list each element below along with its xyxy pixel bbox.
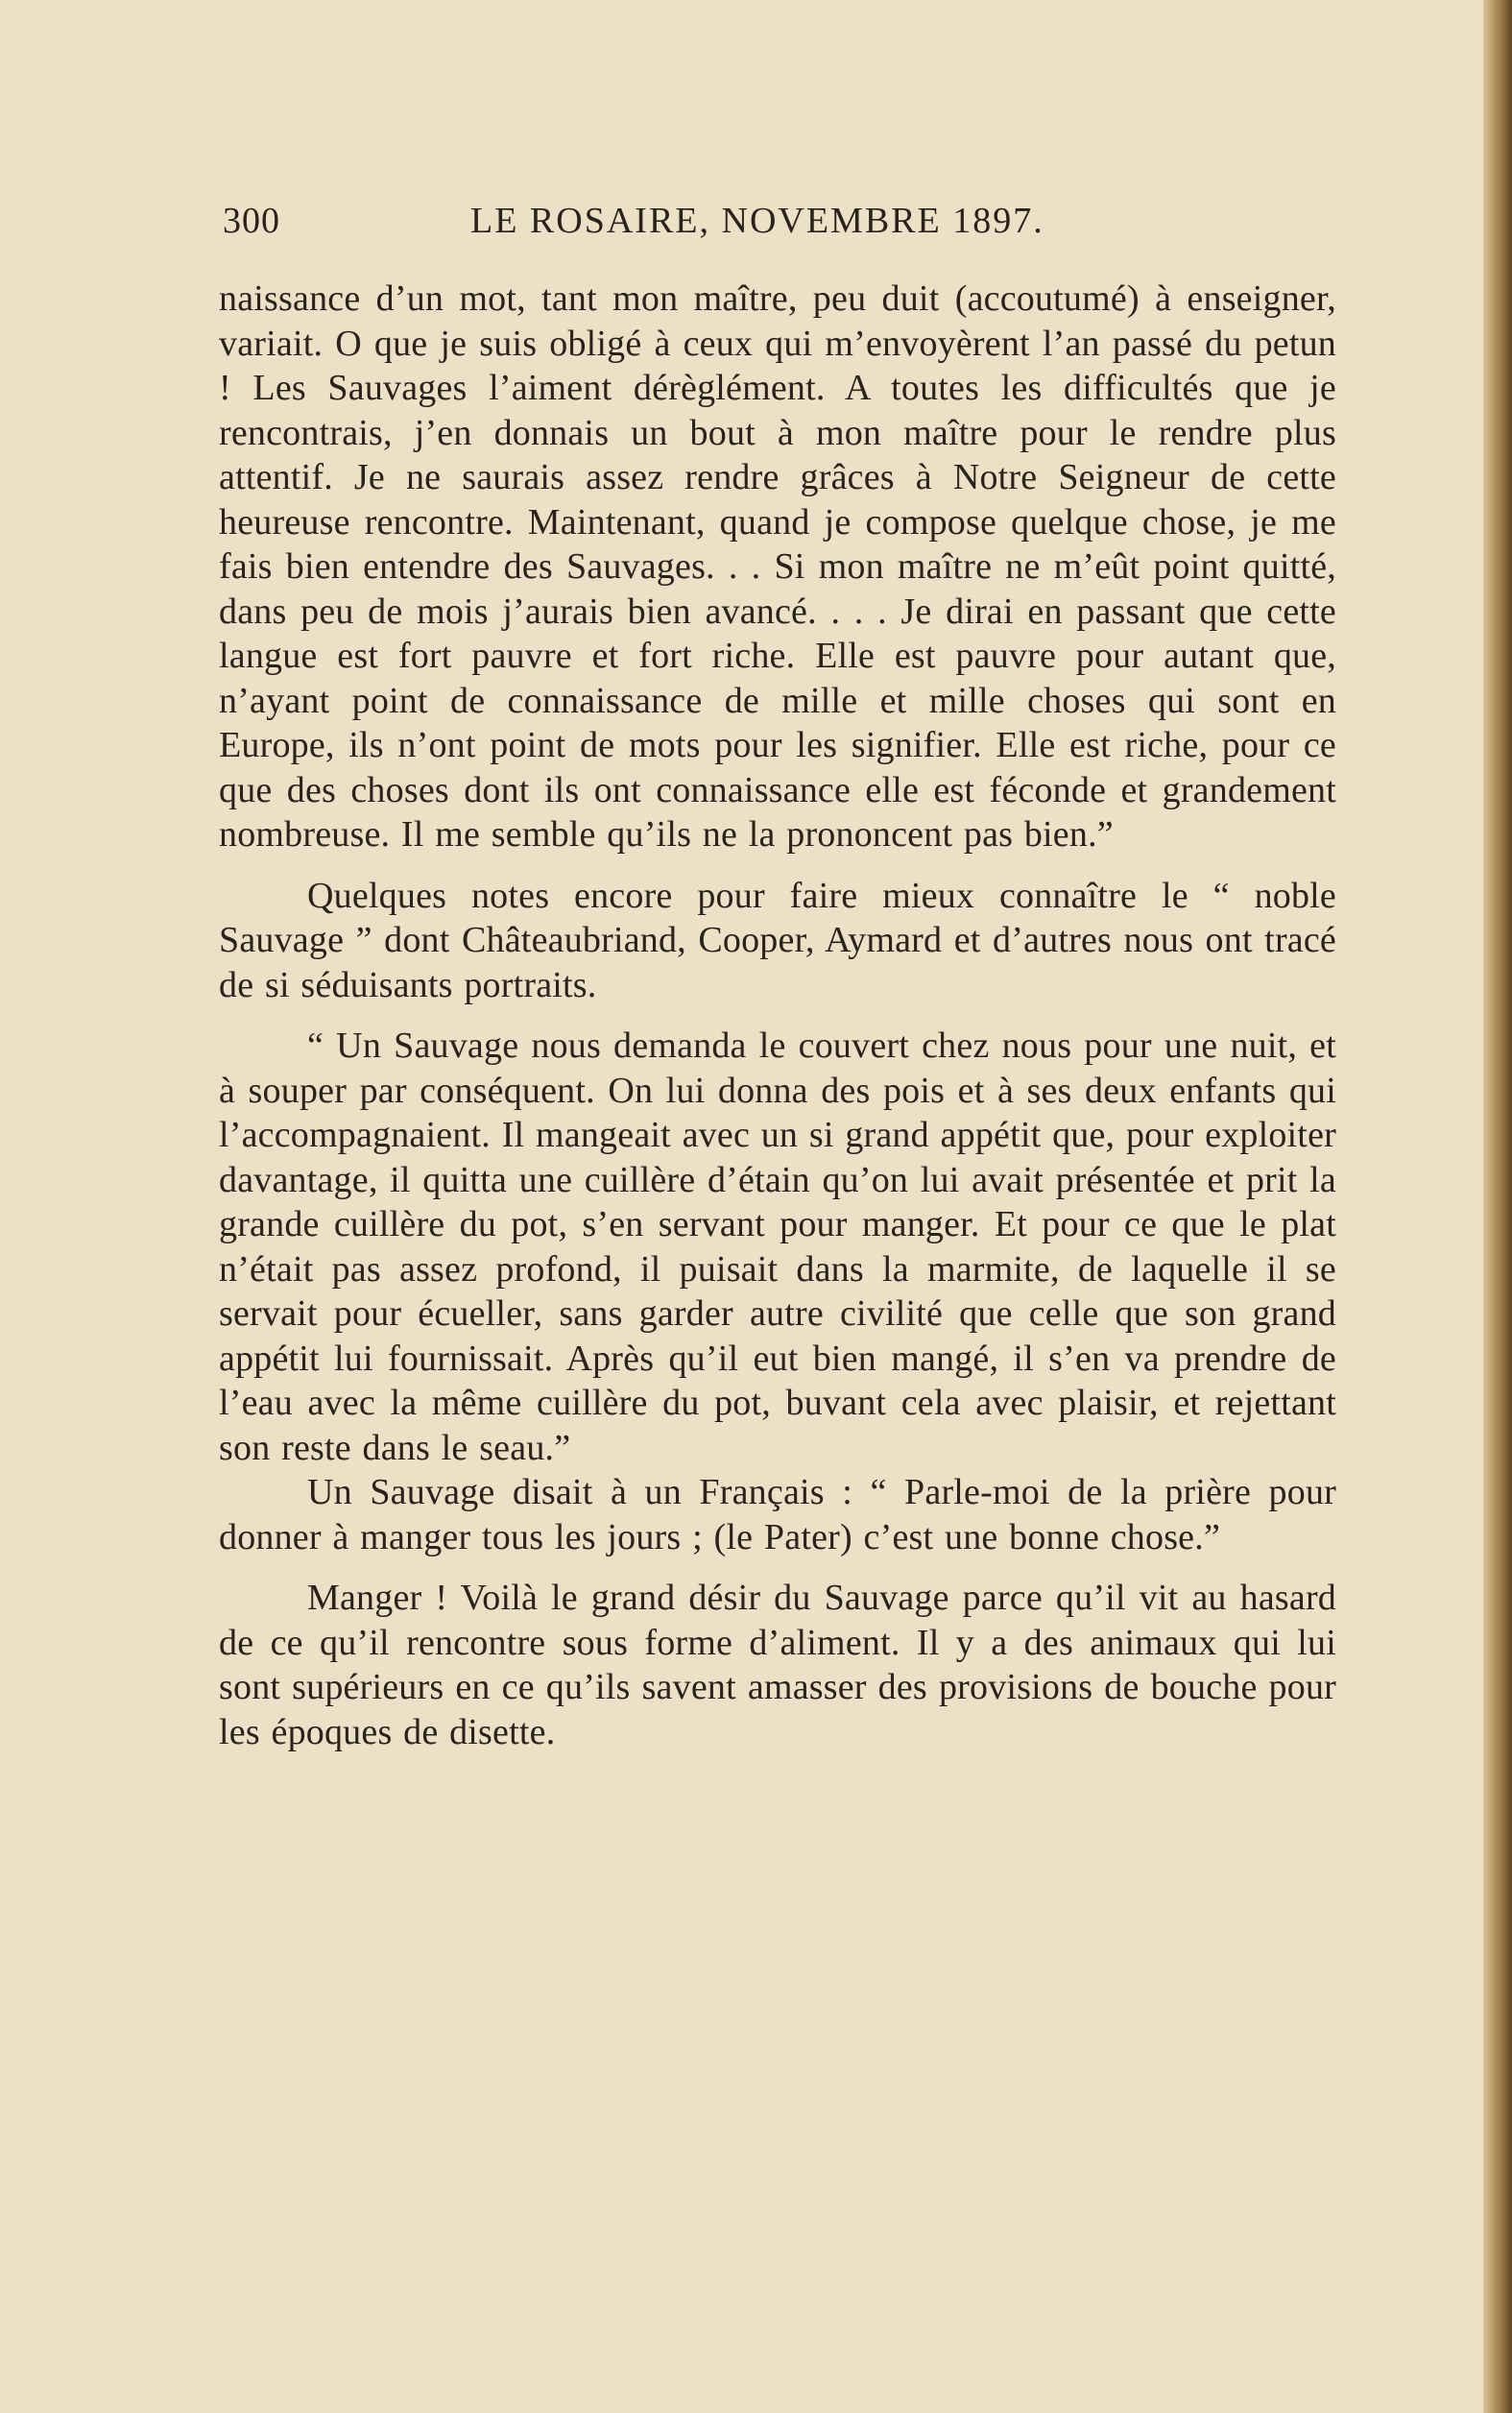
page-header (223, 200, 1336, 253)
paragraph-1: naissance d’un mot, tant mon maître, peu duit (accoutumé) à enseigner, variait. O que je suis obligé à ceux qui m’envoyèrent l’an passé du petun ! Les Sauvages l’aiment dérèglément. A toutes les difficultés que je rencontrais, j’en donnais un bout à mon maître pour le rendre plus attentif. Je ne saurais assez rendre grâces à Notre Seigneur de cette heureuse rencontre. Maintenant, quand je compose quelque chose, je me fais bien entendre des Sauvages. . . Si mon maître ne m’eût point quitté, dans peu de mois j’aurais bien avancé. . . . Je dirai en passant que cette langue est fort pauvre et fort riche. Elle est pauvre pour autant que, n’ayant point de connaissance de mille et mille choses qui sont en Europe, ils n’ont point de mots pour les signifier. Elle est riche, pour ce que des choses dont ils ont connaissance elle est féconde et grandement nombreuse. Il me semble qu’ils ne la prononcent pas bien.” (219, 278, 1336, 855)
paragraph-4: Un Sauvage disait à un Français : “ Parle-moi de la prière pour donner à manger tous les jours ; (le Pater) c’est une bonne chose.” (219, 1472, 1336, 1557)
paragraph-2: Quelques notes encore pour faire mieux connaître le “ noble Sauvage ” dont Châteaubriand, Cooper, Aymard et d’autres nous ont tracé de si séduisants portraits. (219, 875, 1336, 1005)
page-number: 300 (223, 201, 280, 241)
paragraph-3: “ Un Sauvage nous demanda le couvert chez nous pour une nuit, et à souper par conséquent. On lui donna des pois et à ses deux enfants qui l’accompagnaient. Il mangeait avec un si grand appétit que, pour exploiter davantage, il quitta une cuillère d’étain qu’on lui avait présentée et prit la grande cuillère du pot, s’en servant pour manger. Et pour ce que le plat n’était pas assez profond, il puisait dans la marmite, de laquelle il se servait pour écueller, sans garder autre civilité que celle que son grand appétit lui fournissait. Après qu’il eut bien mangé, il s’en va prendre de l’eau avec la même cuillère du pot, buvant cela avec plaisir, et rejettant son reste dans le seau.” (219, 1026, 1336, 1468)
paragraph-5: Manger ! Voilà le grand désir du Sauvage parce qu’il vit au hasard de ce qu’il rencontre sous forme d’aliment. Il y a des animaux qui lui sont supérieurs en ce qu’ils savent amasser des provisions de bouche pour les époques de disette. (219, 1578, 1336, 1752)
running-head: LE ROSAIRE, NOVEMBRE 1897. (470, 201, 1044, 241)
page-edge (1483, 0, 1512, 2413)
body-text (219, 277, 1336, 1754)
